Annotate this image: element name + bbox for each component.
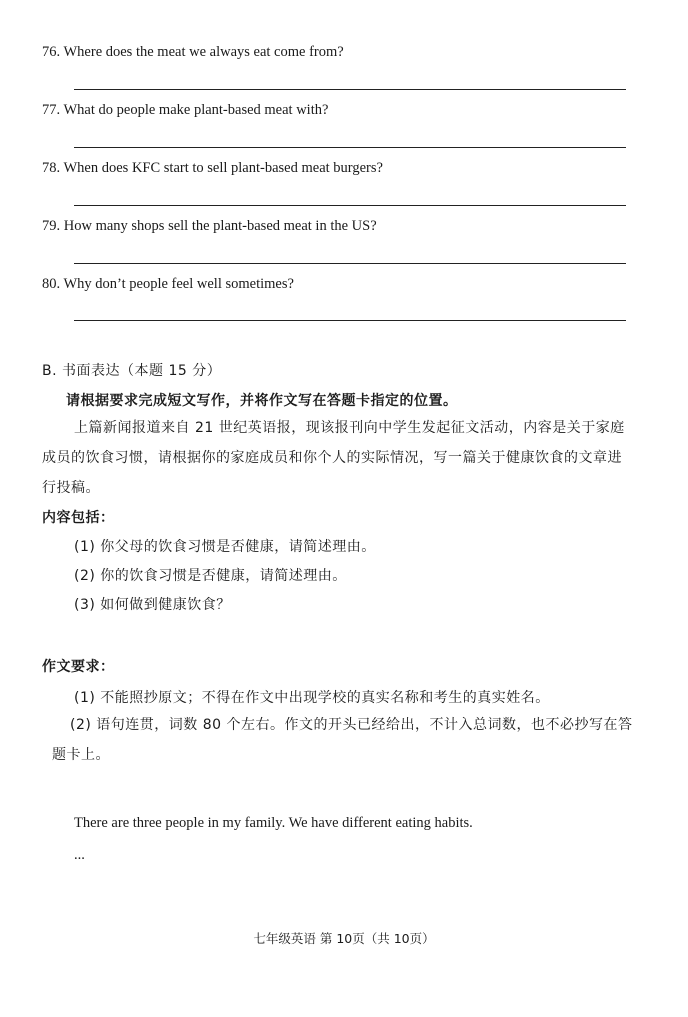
ellipsis: ... (74, 847, 85, 863)
content-heading: 内容包括： (42, 510, 115, 526)
requirement-2: (2) 语句连贯，词数 80 个左右。作文的开头已经给出，不计入总词数，也不必抄写在答题卡上。 (52, 717, 633, 763)
answer-line-80 (74, 320, 626, 321)
answer-line-79 (74, 263, 626, 264)
content-item-1: (1) 你父母的饮食习惯是否健康，请简述理由。 (74, 539, 376, 555)
question-78: 78. When does KFC start to sell plant-based meat burgers? (42, 160, 383, 176)
question-79: 79. How many shops sell the plant-based meat in the US? (42, 218, 377, 234)
content-item-2: (2) 你的饮食习惯是否健康，请简述理由。 (74, 568, 347, 584)
question-77: 77. What do people make plant-based meat with? (42, 102, 329, 118)
section-b-intro: 上篇新闻报道来自 21 世纪英语报，现该报刊向中学生发起征文活动，内容是关于家庭成员的饮食习惯，请根据你的家庭成员和你个人的实际情况，写一篇关于健康饮食的文章进行投稿。 (42, 420, 625, 496)
question-80: 80. Why don’t people feel well sometimes? (42, 276, 294, 292)
answer-line-76 (74, 89, 626, 90)
content-item-3: (3) 如何做到健康饮食？ (74, 597, 231, 613)
section-b-title: B. 书面表达（本题 15 分） (42, 363, 222, 379)
answer-line-77 (74, 147, 626, 148)
opening-sentence: There are three people in my family. We have different eating habits. (74, 815, 473, 831)
page-footer: 七年级英语 第 10页（共 10页） (253, 931, 435, 946)
section-b-instruction: 请根据要求完成短文写作，并将作文写在答题卡指定的位置。 (66, 393, 458, 409)
question-76: 76. Where does the meat we always eat come from? (42, 44, 344, 60)
requirements-heading: 作文要求： (42, 659, 115, 675)
answer-line-78 (74, 205, 626, 206)
requirement-1: (1) 不能照抄原文；不得在作文中出现学校的真实名称和考生的真实姓名。 (74, 690, 550, 706)
